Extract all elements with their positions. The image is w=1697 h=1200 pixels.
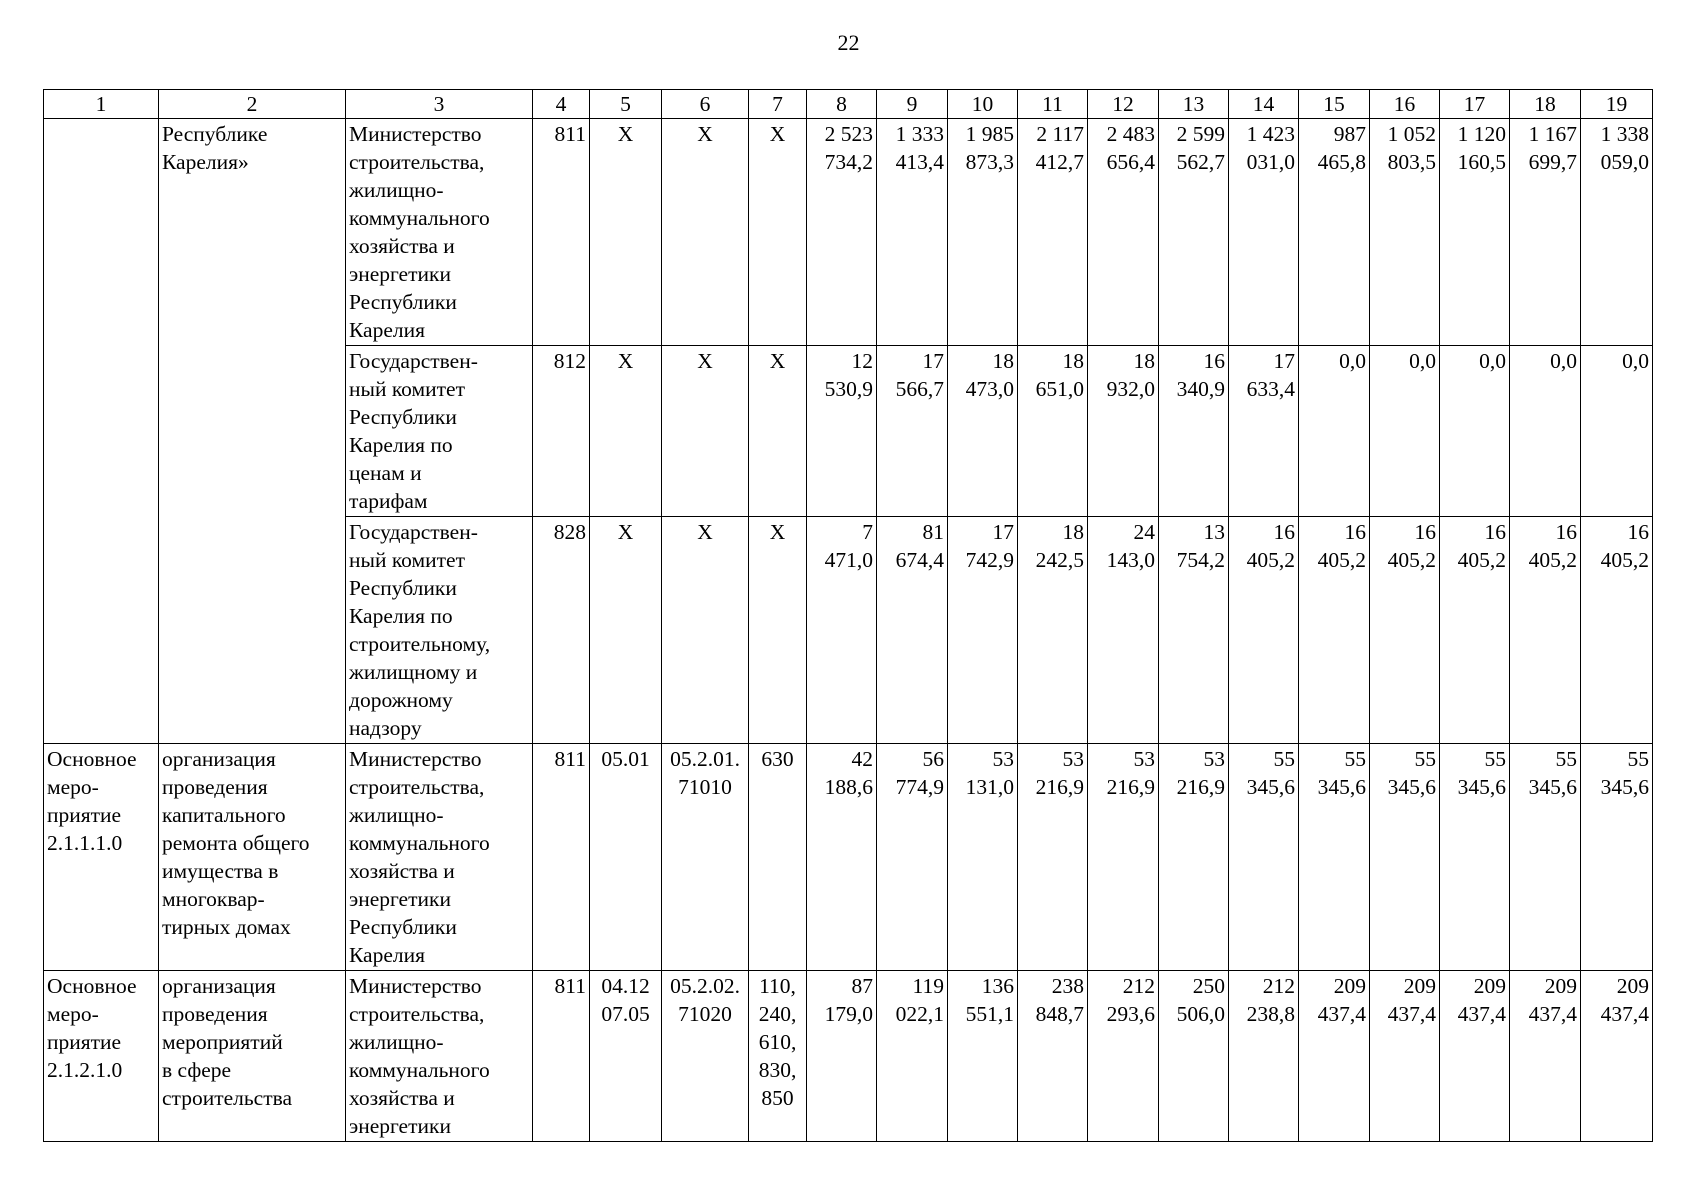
value-cell: 18 473,0 (948, 346, 1018, 517)
target-article-cell: Х (662, 119, 749, 346)
header-cell: 16 (1370, 90, 1440, 119)
value-cell: 42 188,6 (807, 744, 877, 971)
value-cell: 16 405,2 (1229, 517, 1299, 744)
value-cell: 16 405,2 (1581, 517, 1653, 744)
executor-cell: Министерство строительства, жилищно- коммунального хозяйства и энергетики (346, 971, 533, 1142)
grbs-code-cell: 811 (533, 744, 590, 971)
value-cell: 55 345,6 (1581, 744, 1653, 971)
value-cell: 0,0 (1510, 346, 1581, 517)
expense-type-cell: Х (749, 119, 807, 346)
value-cell: 55 345,6 (1229, 744, 1299, 971)
executor-cell: Министерство строительства, жилищно- коммунального хозяйства и энергетики Республики Карелия (346, 119, 533, 346)
value-cell: 1 338 059,0 (1581, 119, 1653, 346)
target-article-cell: 05.2.02. 71020 (662, 971, 749, 1142)
value-cell: 18 651,0 (1018, 346, 1088, 517)
value-cell: 55 345,6 (1299, 744, 1370, 971)
value-cell: 7 471,0 (807, 517, 877, 744)
value-cell: 0,0 (1299, 346, 1370, 517)
executor-cell: Министерство строительства, жилищно- коммунального хозяйства и энергетики Республики Карелия (346, 744, 533, 971)
value-cell: 55 345,6 (1510, 744, 1581, 971)
expense-type-cell: Х (749, 346, 807, 517)
header-cell: 5 (590, 90, 662, 119)
header-cell: 9 (877, 90, 948, 119)
value-cell: 209 437,4 (1440, 971, 1510, 1142)
header-cell: 2 (159, 90, 346, 119)
value-cell: 238 848,7 (1018, 971, 1088, 1142)
grbs-code-cell: 828 (533, 517, 590, 744)
target-article-cell: Х (662, 346, 749, 517)
table-row (44, 119, 1653, 346)
budget-table (43, 89, 1653, 1142)
value-cell: 2 483 656,4 (1088, 119, 1159, 346)
target-article-cell: Х (662, 517, 749, 744)
section-code-cell: 04.12 07.05 (590, 971, 662, 1142)
value-cell: 136 551,1 (948, 971, 1018, 1142)
value-cell: 209 437,4 (1581, 971, 1653, 1142)
grbs-code-cell: 811 (533, 119, 590, 346)
value-cell: 1 333 413,4 (877, 119, 948, 346)
value-cell: 1 985 873,3 (948, 119, 1018, 346)
header-cell: 7 (749, 90, 807, 119)
value-cell: 53 131,0 (948, 744, 1018, 971)
value-cell: 16 405,2 (1299, 517, 1370, 744)
header-cell: 19 (1581, 90, 1653, 119)
value-cell: 81 674,4 (877, 517, 948, 744)
value-cell: 209 437,4 (1299, 971, 1370, 1142)
value-cell: 1 423 031,0 (1229, 119, 1299, 346)
program-name-cell: организация проведения мероприятий в сфере строительства (159, 971, 346, 1142)
value-cell: 1 167 699,7 (1510, 119, 1581, 346)
section-code-cell: 05.01 (590, 744, 662, 971)
value-cell: 55 345,6 (1370, 744, 1440, 971)
executor-cell: Государствен- ный комитет Республики Карелия по ценам и тарифам (346, 346, 533, 517)
header-cell: 1 (44, 90, 159, 119)
value-cell: 24 143,0 (1088, 517, 1159, 744)
header-cell: 12 (1088, 90, 1159, 119)
table-row (44, 744, 1653, 971)
value-cell: 212 293,6 (1088, 971, 1159, 1142)
page-number: 22 (837, 30, 860, 55)
value-cell: 56 774,9 (877, 744, 948, 971)
value-cell: 53 216,9 (1159, 744, 1229, 971)
value-cell: 2 523 734,2 (807, 119, 877, 346)
value-cell: 13 754,2 (1159, 517, 1229, 744)
value-cell: 18 242,5 (1018, 517, 1088, 744)
value-cell: 12 530,9 (807, 346, 877, 517)
header-cell: 10 (948, 90, 1018, 119)
value-cell: 1 052 803,5 (1370, 119, 1440, 346)
section-code-cell: Х (590, 119, 662, 346)
target-article-cell: 05.2.01. 71010 (662, 744, 749, 971)
value-cell: 53 216,9 (1018, 744, 1088, 971)
measure-cell (44, 119, 159, 744)
header-cell: 18 (1510, 90, 1581, 119)
expense-type-cell: Х (749, 517, 807, 744)
value-cell: 250 506,0 (1159, 971, 1229, 1142)
program-name-cell: организация проведения капитального ремонта общего имущества в многоквар- тирных домах (159, 744, 346, 971)
measure-cell: Основное меро- приятие 2.1.2.1.0 (44, 971, 159, 1142)
value-cell: 2 117 412,7 (1018, 119, 1088, 346)
value-cell: 53 216,9 (1088, 744, 1159, 971)
section-code-cell: Х (590, 346, 662, 517)
value-cell: 17 742,9 (948, 517, 1018, 744)
header-cell: 8 (807, 90, 877, 119)
header-cell: 15 (1299, 90, 1370, 119)
value-cell: 17 566,7 (877, 346, 948, 517)
header-cell: 6 (662, 90, 749, 119)
value-cell: 16 405,2 (1440, 517, 1510, 744)
value-cell: 18 932,0 (1088, 346, 1159, 517)
header-cell: 11 (1018, 90, 1088, 119)
value-cell: 2 599 562,7 (1159, 119, 1229, 346)
value-cell: 0,0 (1370, 346, 1440, 517)
program-name-cell: Республике Карелия» (159, 119, 346, 744)
value-cell: 17 633,4 (1229, 346, 1299, 517)
header-cell: 13 (1159, 90, 1229, 119)
measure-cell: Основное меро- приятие 2.1.1.1.0 (44, 744, 159, 971)
header-cell: 14 (1229, 90, 1299, 119)
value-cell: 209 437,4 (1510, 971, 1581, 1142)
value-cell: 209 437,4 (1370, 971, 1440, 1142)
grbs-code-cell: 812 (533, 346, 590, 517)
value-cell: 16 405,2 (1370, 517, 1440, 744)
value-cell: 55 345,6 (1440, 744, 1510, 971)
section-code-cell: Х (590, 517, 662, 744)
executor-cell: Государствен- ный комитет Республики Карелия по строительному, жилищному и дорожному надзору (346, 517, 533, 744)
header-cell: 4 (533, 90, 590, 119)
value-cell: 87 179,0 (807, 971, 877, 1142)
value-cell: 1 120 160,5 (1440, 119, 1510, 346)
value-cell: 212 238,8 (1229, 971, 1299, 1142)
value-cell: 0,0 (1581, 346, 1653, 517)
header-row (44, 90, 1653, 119)
value-cell: 16 340,9 (1159, 346, 1229, 517)
value-cell: 987 465,8 (1299, 119, 1370, 346)
expense-type-cell: 630 (749, 744, 807, 971)
header-cell: 17 (1440, 90, 1510, 119)
header-cell: 3 (346, 90, 533, 119)
grbs-code-cell: 811 (533, 971, 590, 1142)
value-cell: 0,0 (1440, 346, 1510, 517)
value-cell: 119 022,1 (877, 971, 948, 1142)
value-cell: 16 405,2 (1510, 517, 1581, 744)
expense-type-cell: 110, 240, 610, 830, 850 (749, 971, 807, 1142)
table-row (44, 971, 1653, 1142)
